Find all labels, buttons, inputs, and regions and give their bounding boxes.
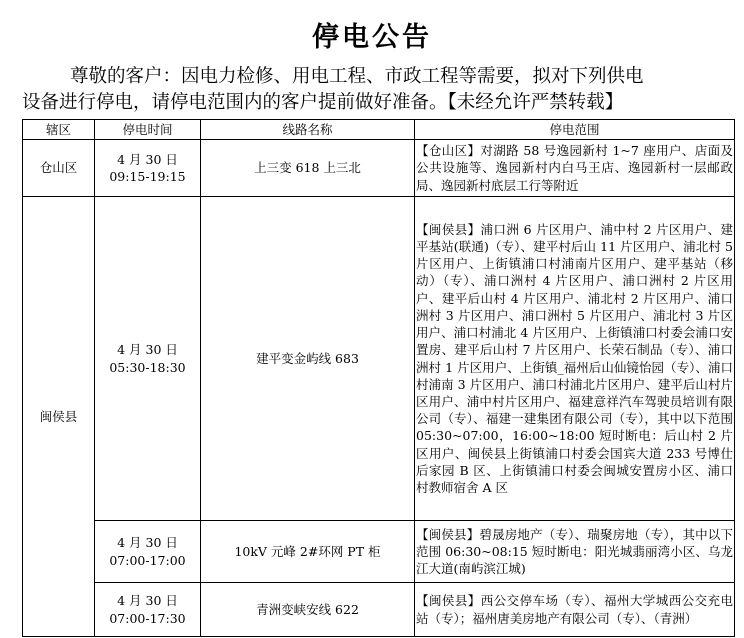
header-range: 停电范围 — [415, 120, 735, 140]
time-cell — [95, 583, 201, 637]
table-header-row — [23, 120, 735, 140]
range-cell: 【闽侯县】碧晟房地产（专）、瑞聚房地（专），其中以下范围 06:30~08:15 短时断电：阳光城翡丽湾小区、乌龙江大道(南屿滨江城) — [415, 521, 735, 583]
table-row — [23, 140, 735, 197]
line-cell: 10kV 元峰 2#环网 PT 柜 — [201, 521, 415, 583]
date-text: 4 月 30 日 — [117, 151, 178, 167]
table-row — [23, 583, 735, 637]
table-row — [23, 197, 735, 521]
intro-line-2: 设备进行停电，请停电范围内的客户提前做好准备。【未经允许严禁转载】 — [22, 92, 624, 113]
header-line: 线路名称 — [201, 120, 415, 140]
range-cell: 【闽侯县】西公交停车场（专）、福州大学城西公交充电站（专）；福州唐美房地产有限公司（专）、（青洲） — [415, 583, 735, 637]
date-text: 4 月 30 日 — [117, 342, 178, 358]
line-cell: 上三变 618 上三北 — [201, 140, 415, 197]
page-title: 停电公告 — [312, 22, 432, 53]
line-cell: 青洲变峡安线 622 — [201, 583, 415, 637]
time-text: 07:00-17:00 — [109, 552, 186, 568]
header-district: 辖区 — [23, 120, 95, 140]
outage-table — [22, 119, 735, 637]
header-time: 停电时间 — [95, 120, 201, 140]
table-row — [23, 521, 735, 583]
notice-intro — [22, 64, 734, 116]
range-cell: 【闽侯县】浦口洲 6 片区用户、浦中村 2 片区用户、建平基站(联通)（专）、建平村后山 11 片区用户、浦北村 5 片区用户、上街镇浦口村浦南片区用户、建平基站（移动）（专）、浦口洲村 4 片区用户、浦口洲村 2 片区用户、建平后山村 4 片区用户、浦北村 2 片区用户、浦口洲村 3 片区用户、浦口洲村 5 片区用户、浦北村 3 片区用户、浦口村浦北 4 片区用户、上街镇浦口村委会浦口安置房、建平后山村 7 片区用户、长荣石制品（专）、浦口洲村 1 片区用户、上街镇_福州后山仙镜怡园（专）、浦口村浦南 3 片区用户、浦口村浦北片区用户、建平后山村片区用户、浦中村片区用户、福建意祥汽车驾驶员培训有限公司（专）、福建一建集团有限公司（专），其中以下范围 05:30~07:00，16:00~18:00 短时断电：后山村 2 片区用户、闽侯县上街镇浦口村委会国宾大道 233 号博仕后家园 B 区、上街镇浦口村委会闽城安置房小区、浦口村教师宿舍 A 区 — [415, 197, 735, 521]
line-cell: 建平变金屿线 683 — [201, 197, 415, 521]
time-cell — [95, 521, 201, 583]
intro-line-1: 尊敬的客户：因电力检修、用电工程、市政工程等需要，拟对下列供电 — [70, 66, 644, 87]
time-text: 09:15-19:15 — [109, 169, 186, 184]
time-text: 07:00-17:30 — [109, 610, 186, 626]
date-text: 4 月 30 日 — [117, 593, 178, 609]
range-cell: 【仓山区】对湖路 58 号逸园新村 1~7 座用户、店面及公共设施等、逸园新村内白马王店、逸园新村一层邮政局、逸园新村底层工行等附近 — [415, 140, 735, 197]
district-cell: 闽侯县 — [23, 197, 95, 637]
time-cell — [95, 197, 201, 521]
time-text: 05:30-18:30 — [109, 359, 186, 375]
time-cell — [95, 140, 201, 197]
date-text: 4 月 30 日 — [117, 535, 178, 551]
district-cell: 仓山区 — [23, 140, 95, 197]
